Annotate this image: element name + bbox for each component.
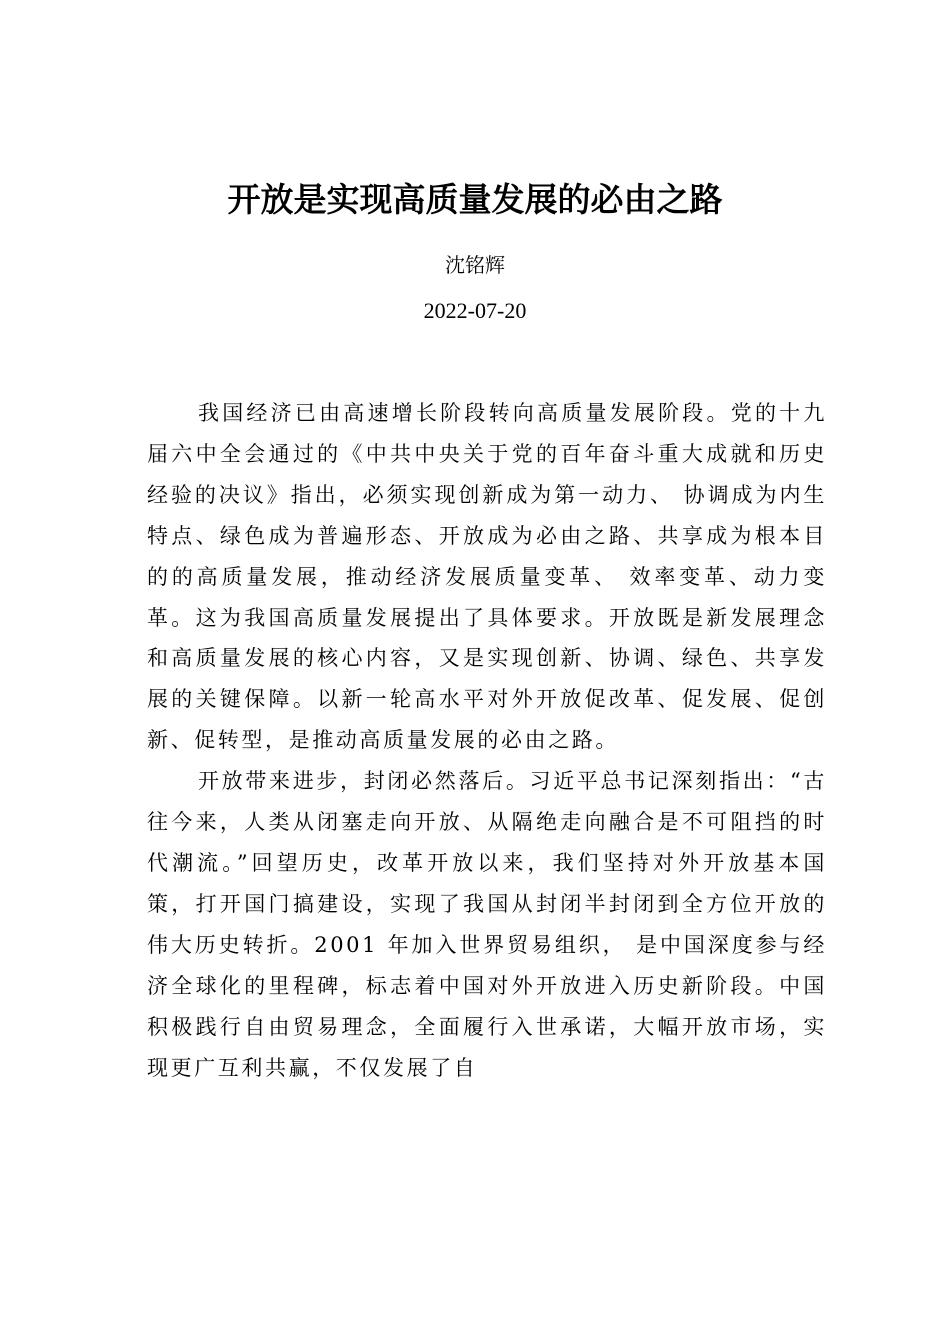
paragraph-2: 开放带来进步，封闭必然落后。习近平总书记深刻指出：“古往今来，人类从闭塞走向开放、从隔绝走向融合是不可阻挡的时代潮流。”回望历史，改革开放以来，我们坚持对外开放基本国策，打开国门搞建设，实现了我国从封闭半封闭到全方位开放的伟大历史转折。2001 年加入世界贸易组织， 是中国深度参与经济全球化的里程碑，标志着中国对外开放进入历史新阶段。中国积极践行自由贸易理念，全面履行入世承诺，大幅开放市场，实现更广互利共赢，不仅发展了自: [147, 769, 827, 1080]
article-date: 2022-07-20: [423, 298, 527, 323]
article-title: 开放是实现高质量发展的必由之路: [227, 180, 723, 219]
article-author: 沈铭辉: [445, 253, 505, 277]
paragraph-1: 我国经济已由高速增长阶段转向高质量发展阶段。党的十九届六中全会通过的《中共中央关于党的百年奋斗重大成就和历史经验的决议》指出，必须实现创新成为第一动力、 协调成为内生特点、绿色成为普遍形态、开放成为必由之路、共享成为根本目的的高质量发展，推动经济发展质量变革、 效率变革、动力变革。这为我国高质量发展提出了具体要求。开放既是新发展理念和高质量发展的核心内容，又是实现创新、协调、绿色、共享发展的关键保障。以新一轮高水平对外开放促改革、促发展、促创新、促转型，是推动高质量发展的必由之路。: [147, 401, 827, 753]
article-body: [147, 393, 827, 1088]
